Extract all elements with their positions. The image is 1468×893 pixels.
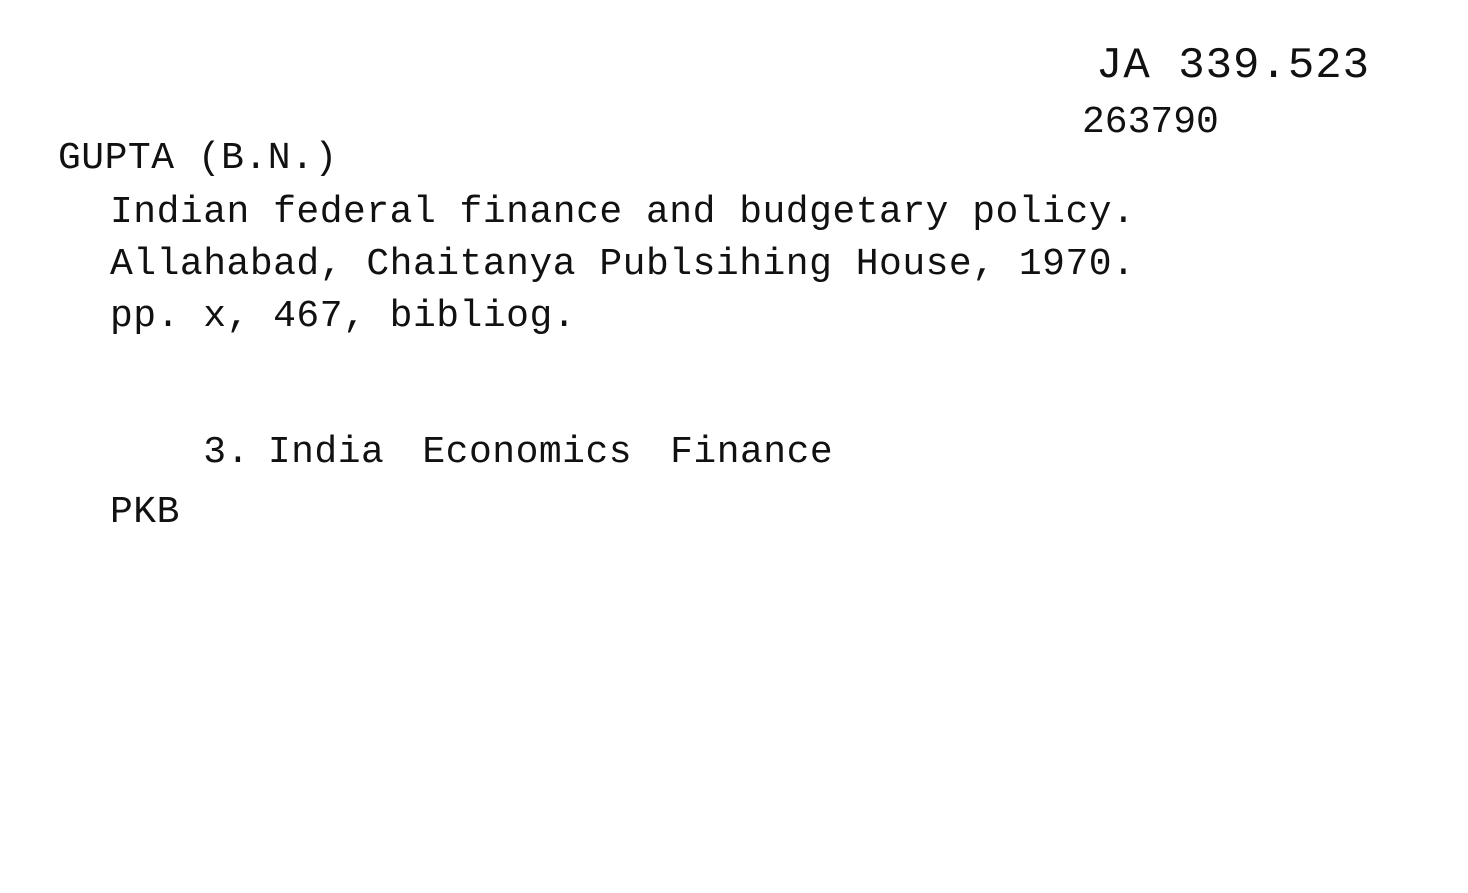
accession-number: 263790 (1082, 101, 1219, 144)
imprint-line: Allahabad, Chaitanya Publsihing House, 1970. (110, 243, 1136, 286)
collation-line: pp. x, 467, bibliog. (110, 295, 577, 338)
subject-term: India (267, 431, 385, 474)
cataloguer-initials: PKB (110, 491, 180, 534)
subject-term: Finance (670, 431, 834, 474)
subject-headings (110, 396, 871, 510)
subject-term: Economics (422, 431, 633, 474)
classmark: JA 339.523 (1096, 41, 1371, 91)
author-heading: GUPTA (B.N.) (58, 137, 338, 180)
subject-number: 3. (203, 431, 250, 474)
title-line: Indian federal finance and budgetary policy. (110, 191, 1136, 234)
